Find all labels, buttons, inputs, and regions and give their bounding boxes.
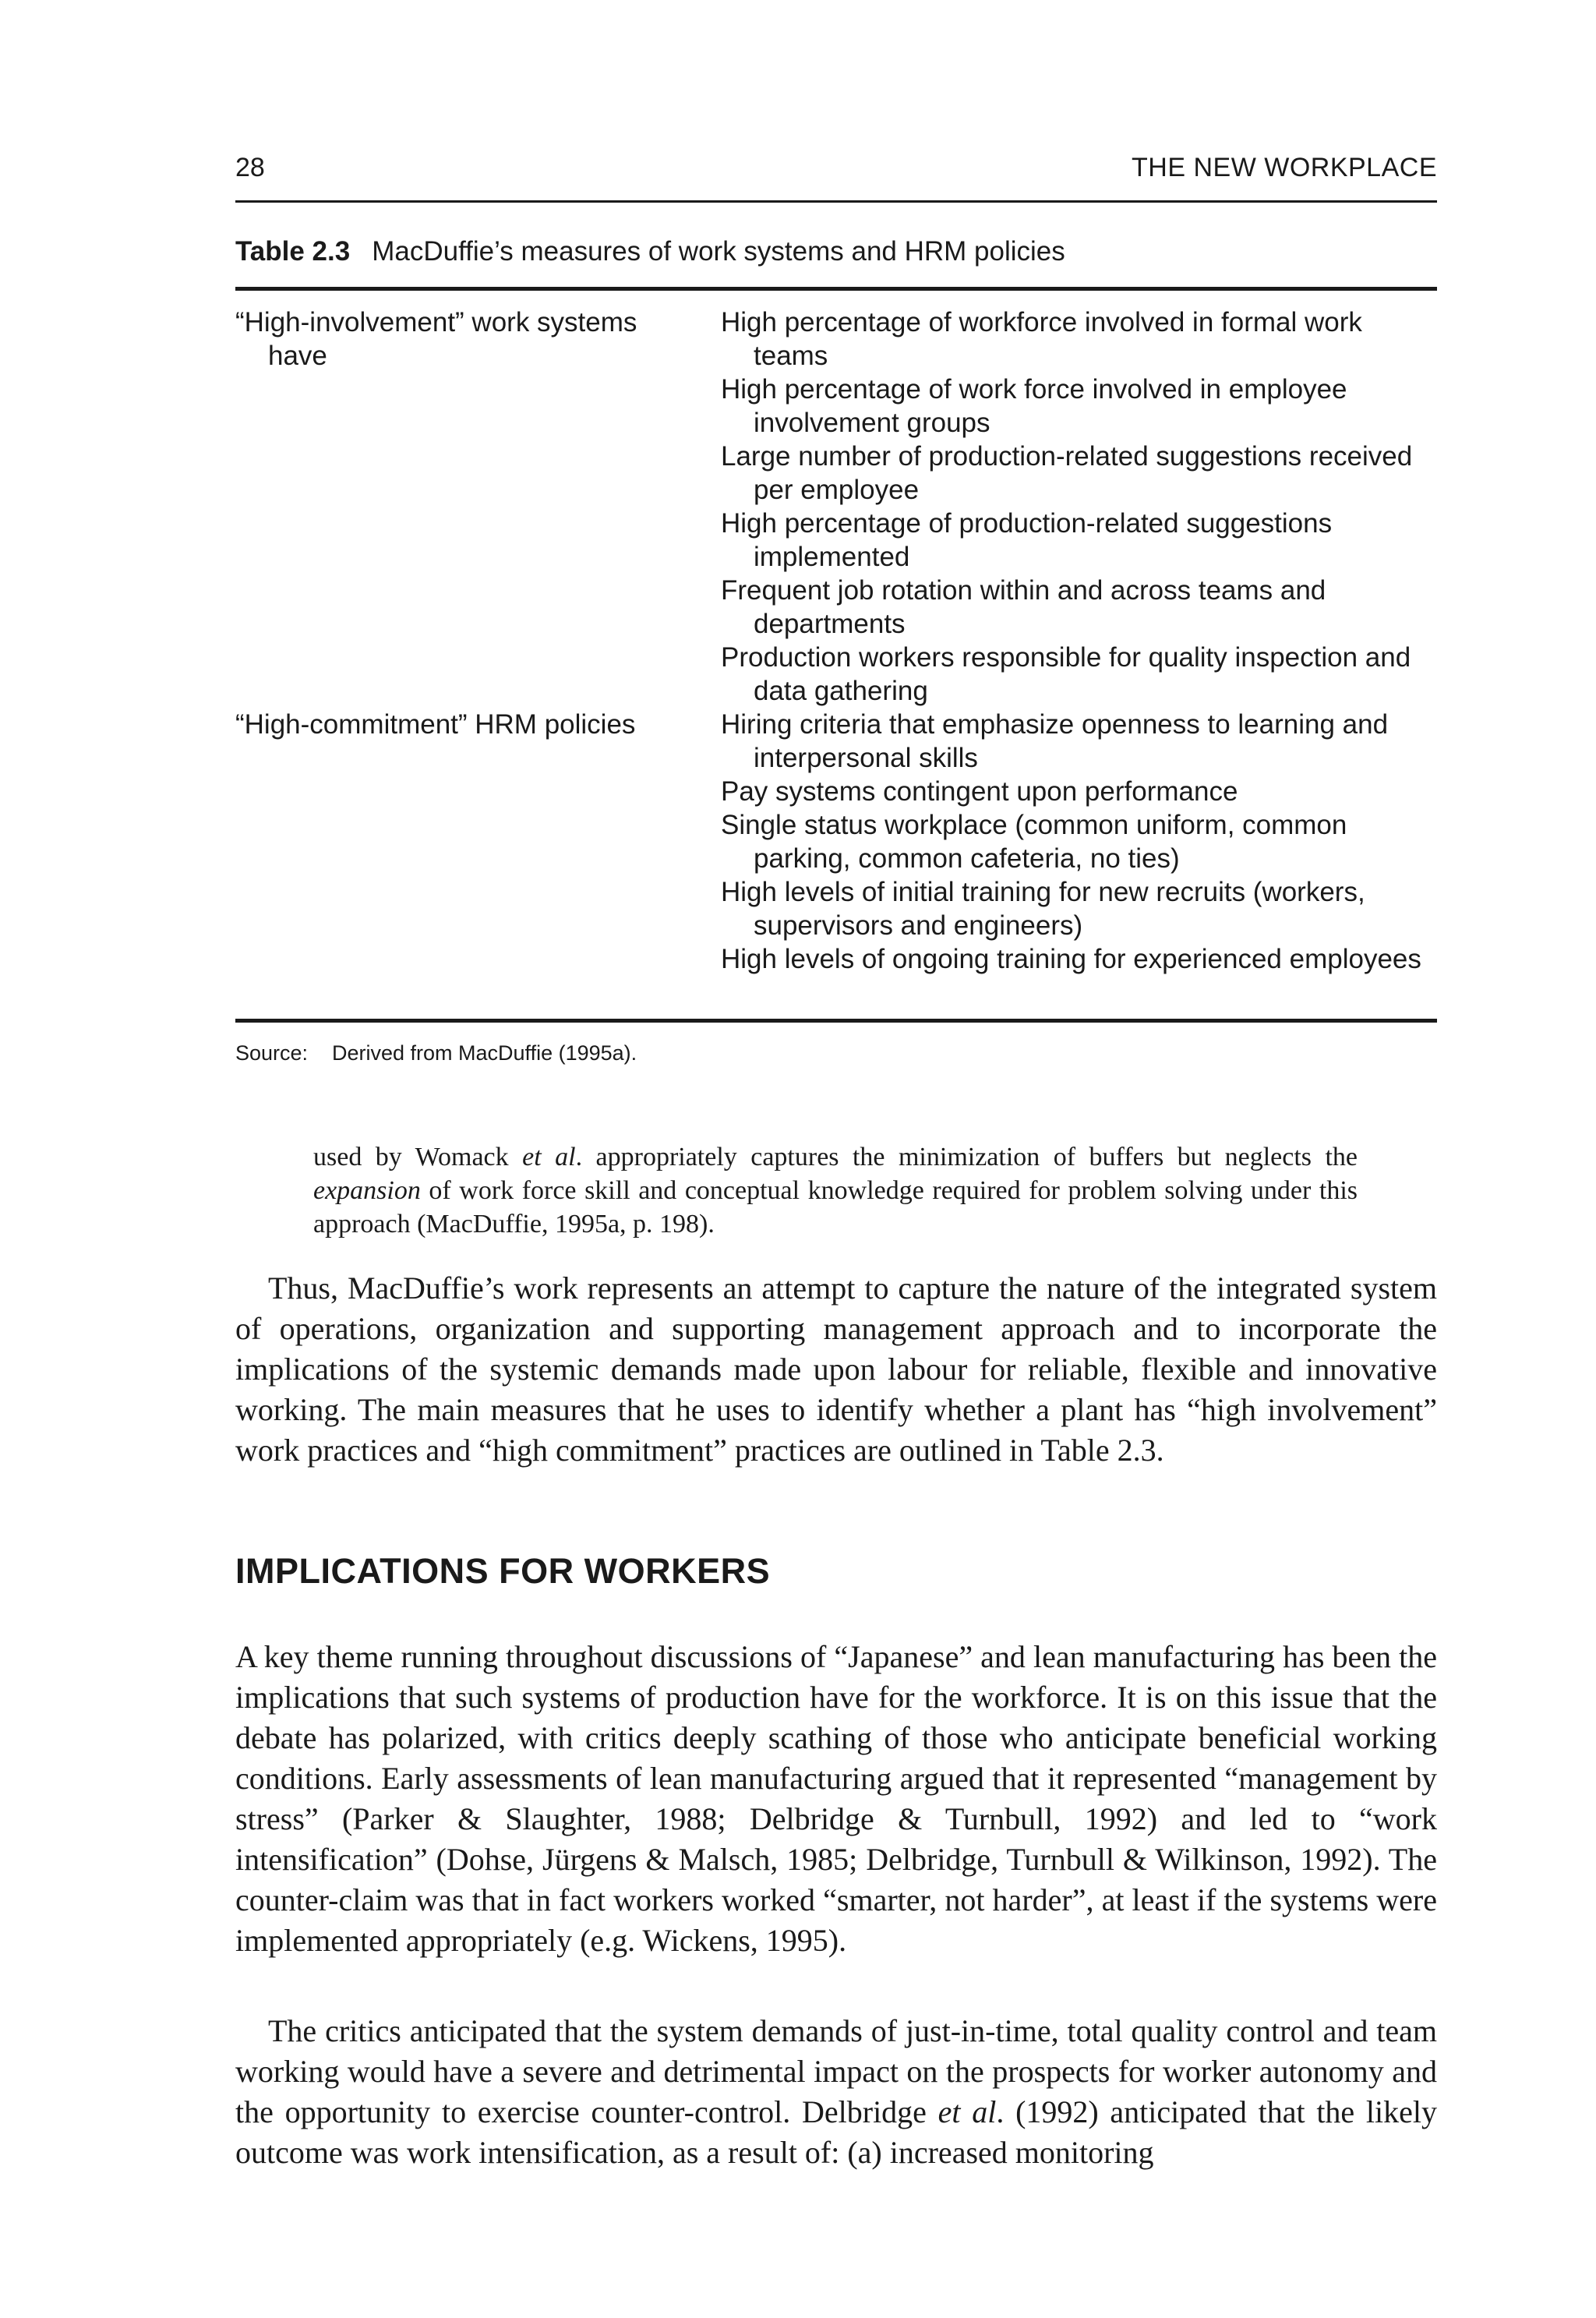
measure-item: High percentage of workforce involved in formal work teams <box>721 307 1362 371</box>
measure-item: Hiring criteria that emphasize openness to learning and interpersonal skills <box>721 709 1389 773</box>
running-head <box>235 153 1437 190</box>
body-paragraph <box>235 1637 1437 1961</box>
quote-emphasis: expansion <box>313 1176 421 1205</box>
measure-list <box>721 708 1437 976</box>
source-label: Source: <box>235 1041 309 1065</box>
quote-emphasis: et al <box>522 1143 576 1171</box>
measure-item: High levels of ongoing training for experienced employees <box>721 944 1421 974</box>
paragraph-run: . (1992) anticipated that the likely outcome was work intensification, as a result of: (a) increased monitoring <box>235 2094 1437 2170</box>
table-top-rule <box>235 287 1437 291</box>
measure-list <box>721 306 1437 708</box>
measure-item: Pay systems contingent upon performance <box>721 776 1238 807</box>
body-paragraph <box>235 2011 1437 2173</box>
measure-item: Frequent job rotation within and across teams and departments <box>721 575 1326 639</box>
paragraph-run: The critics anticipated that the system demands of just-in-time, total quality control and team working would have a severe and detrimental impact on the prospects for worker autonomy and the opportunity to exercise counter-control. Delbridge <box>235 2013 1437 2129</box>
table-label: Table 2.3 <box>235 236 351 267</box>
quote-text: . appropriately captures the minimization of buffers but neglects the <box>575 1143 1358 1171</box>
measure-item: Production workers responsible for quality inspection and data gathering <box>721 642 1411 706</box>
quote-text: of work force skill and conceptual knowledge required for problem solving under this approach (MacDuffie, 1995a, p. 198). <box>313 1176 1358 1239</box>
table-bottom-rule <box>235 1019 1437 1023</box>
measure-item: Large number of production-related suggestions received per employee <box>721 441 1413 505</box>
running-title: THE NEW WORKPLACE <box>1132 153 1437 182</box>
table-group-high-commitment <box>235 708 1437 976</box>
measure-item: High levels of initial training for new recruits (workers, supervisors and engineers) <box>721 877 1365 941</box>
section-heading: IMPLICATIONS FOR WORKERS <box>235 1551 771 1591</box>
paragraph-text <box>235 2011 1437 2173</box>
paragraph-text: Thus, MacDuffie’s work represents an attempt to capture the nature of the integrated system of operations, organization and supporting management approach and to incorporate the implications of the systemic demands made upon labour for reliable, flexible and innovative working. The main measures that he uses to identify whether a plant has “high involvement” work practices and “high commitment” practices are outlined in Table 2.3. <box>235 1270 1437 1468</box>
category-label: “High-commitment” HRM policies <box>235 709 636 740</box>
block-quote <box>313 1140 1358 1241</box>
table-source <box>235 1041 637 1065</box>
paragraph-text: A key theme running throughout discussions of “Japanese” and lean manufacturing has been the implications that such systems of production have for the workforce. It is on this issue that the debate has polarized, with critics deeply scathing of those who anticipate beneficial working conditions. Early assessments of lean manufacturing argued that it represented “management by stress” (Parker & Slaughter, 1988; Delbridge & Turnbull, 1992) and led to “work intensification” (Dohse, Jürgens & Malsch, 1985; Delbridge, Turnbull & Wilkinson, 1992). The counter-claim was that in fact workers worked “smarter, not harder”, at least if the systems were implemented appropriately (e.g. Wickens, 1995). <box>235 1639 1437 1958</box>
category-label: “High-involvement” work systems have <box>235 307 637 371</box>
measures-table <box>235 306 1437 976</box>
measure-item: Single status workplace (common uniform, common parking, common cafeteria, no ties) <box>721 810 1347 874</box>
body-paragraph <box>235 1268 1437 1471</box>
measure-item: High percentage of production-related suggestions implemented <box>721 508 1333 572</box>
table-caption <box>235 236 1065 267</box>
measure-item: High percentage of work force involved in employee involvement groups <box>721 374 1347 438</box>
header-rule <box>235 200 1437 203</box>
source-text: Derived from MacDuffie (1995a). <box>332 1041 637 1065</box>
table-caption-text: MacDuffie’s measures of work systems and HRM policies <box>372 236 1065 267</box>
quote-text: used by Womack <box>313 1143 523 1171</box>
paragraph-emphasis: et al <box>937 2094 997 2129</box>
page-number: 28 <box>235 153 265 182</box>
table-group-high-involvement <box>235 306 1437 708</box>
